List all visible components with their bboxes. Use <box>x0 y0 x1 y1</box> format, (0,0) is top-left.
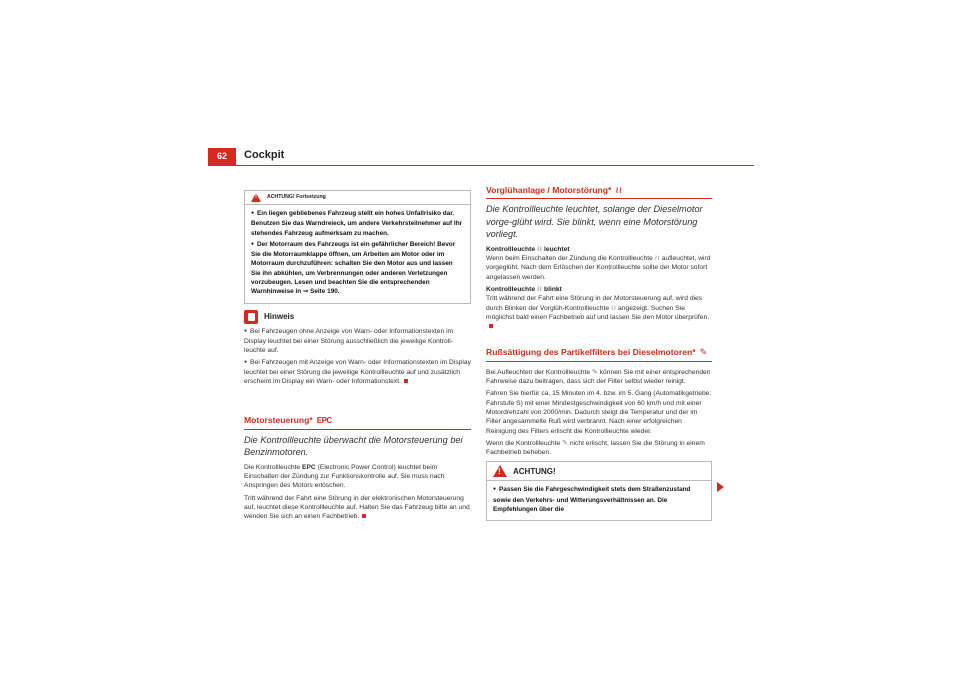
section-title-motorsteuerung <box>244 416 471 429</box>
subheading-text: blinkt <box>544 285 562 293</box>
section-title-vorgluehanlage <box>486 186 712 199</box>
paragraph-text: angezeigt. Suchen Sie möglichst bald einen Fachbetrieb auf und lassen Sie den Motor überprüfen. <box>486 304 710 321</box>
glow-plug-icon: ≀≀ <box>536 285 543 293</box>
warning-item: ● Ein liegen gebliebenes Fahrzeug stellt ein hohes Unfallrisiko dar. Benutzen Sie das Warndreieck, um andere Verkehrsteilnehmer auf Ihr stehendes Fahrzeug aufmerksam zu machen. <box>251 209 464 238</box>
note-item <box>244 358 471 387</box>
paragraph <box>486 439 712 458</box>
section-subtitle: Die Kontrollleuchte leuchtet, solange der Dieselmotor vorge-glüht wird. Sie blinkt, wenn eine Motorstörung vorliegt. <box>486 204 703 240</box>
section-end-marker <box>362 514 366 518</box>
section-title-russsaettigung <box>486 348 712 361</box>
continue-arrow-icon <box>717 482 724 492</box>
warning-item: ● Der Motorraum des Fahrzeugs ist ein gefährlicher Bereich! Bevor Sie die Motorraumklappe öffnen, um Arbeiten am Motor oder im Motorraum durchzuführen: schalten Sie den Motor aus und lassen Sie ihn abkühlen, um Verbrennungen oder anderen Verletzungen vorzubeugen. Lesen und beachten Sie die entsprechenden Warnhinweise in ⇒ Seite 190. <box>251 240 464 297</box>
paragraph-text: können Sie mit einer entsprechenden Fahrweise dazu beitragen, dass sich der Filter selbst wieder reinigt. <box>486 368 711 386</box>
glow-plug-icon: ≀≀ <box>610 304 617 312</box>
note-item: ● Bei Fahrzeugen ohne Anzeige von Warn- oder Informationstexten im Display leuchtet bei einer Störung ausschließlich die jeweilige Kontroll-leuchte auf. <box>244 327 471 356</box>
warning-box-continued <box>244 190 471 304</box>
paragraph <box>486 368 712 387</box>
section-title-text: Vorglühanlage / Motorstörung* <box>486 185 612 195</box>
warning-body <box>487 481 711 520</box>
warning-header-label: ACHTUNG! <box>513 466 556 476</box>
note-header <box>244 310 471 324</box>
note-item-text: Bei Fahrzeugen mit Anzeige von Warn- oder Informationstexten im Display leuchtet bei einer Störung die jeweilige Kontrollleuchte auf und zusätzlich erscheint im Display ein Warn- oder Informationstext. <box>244 358 471 386</box>
section-title-text: Motorsteuerung* <box>244 415 313 426</box>
warning-body <box>245 205 470 303</box>
warning-header <box>245 191 470 205</box>
particle-filter-icon: ✎ <box>562 439 568 447</box>
warning-header <box>487 462 711 481</box>
note-label: Hinweis <box>264 312 295 322</box>
subheading-text: leuchtet <box>544 245 570 253</box>
glow-plug-icon: ≀≀ <box>536 245 543 253</box>
paragraph <box>244 494 471 522</box>
page-number: 62 <box>208 148 236 165</box>
paragraph: Fahren Sie hierfür ca. 15 Minuten im 4. bzw. im 5. Gang (Automatikgetriebe: Fahrstufe S) mit einer Mindestgeschwindigkeit von 60 km/h und mit einer Motordrehzahl von 2000/min. Dadurch steigt die Temperatur und der im Filter angesammelte Ruß wird verbrannt. Nach einer erfolgreichen Reinigung des Filters erlischt die Kontrollleuchte wieder. <box>486 390 712 435</box>
note-icon <box>244 310 258 324</box>
subheading-text: Kontrollleuchte <box>486 245 536 253</box>
glow-plug-icon: ≀≀ <box>654 255 660 263</box>
warning-header-label: ACHTUNG! Fortsetzung <box>267 193 326 200</box>
paragraph-text: aufleuchtet, wird vorgeglüht. Nach dem Erlöschen der Kontrollleuchte sollte der Motor sofort angelassen werden. <box>486 255 711 281</box>
warning-box <box>486 461 712 521</box>
paragraph-text: Die Kontrollleuchte <box>244 463 301 471</box>
section-end-marker <box>404 379 408 383</box>
subheading <box>486 285 712 294</box>
warning-triangle-icon <box>493 465 507 477</box>
paragraph-text: Wenn beim Einschalten der Zündung die Kontrollleuchte <box>486 255 653 263</box>
subheading-text: Kontrollleuchte <box>486 285 536 293</box>
paragraph <box>244 463 471 491</box>
paragraph-text: Tritt während der Fahrt eine Störung in der elektronischen Motorsteuerung auf, leuchtet diese Kontrollleuchte auf. Halten Sie das Fahrzeug bitte an und wenden Sie sich an einen Fachbetrieb. <box>244 494 470 521</box>
section-end-marker <box>489 324 493 328</box>
paragraph-text: Tritt während der Fahrt eine Störung in der Motorsteuerung auf, wird dies durch Blinken der Vorglüh-Kontrollleuchte <box>486 295 703 312</box>
paragraph <box>486 254 712 282</box>
paragraph-text: nicht erlischt, lassen Sie die Störung in einem Fachbetrieb beheben. <box>486 439 705 457</box>
paragraph-text: Bei Aufleuchten der Kontrollleuchte <box>486 368 591 376</box>
particle-filter-icon: ✎ <box>591 368 598 376</box>
paragraph <box>486 294 712 331</box>
paragraph-text: (Electronic Power Control) leuchtet beim Einschalten der Zündung zur Funktionskontrolle auf. Sie muss nach Anspringen des Motors erlöschen. <box>244 463 445 490</box>
section-subtitle: Die Kontrollleuchte überwacht die Motorsteuerung bei Benzinmotoren. <box>244 434 463 458</box>
header-divider <box>208 165 754 166</box>
glow-plug-icon: ≀≀ <box>615 185 623 195</box>
subheading <box>486 245 712 254</box>
page-title: Cockpit <box>244 149 285 161</box>
warning-triangle-icon <box>251 193 261 202</box>
right-column <box>486 186 712 527</box>
epc-inline-icon: EPC <box>302 463 316 471</box>
particle-filter-icon: ✎ <box>699 347 708 358</box>
left-column <box>244 190 471 525</box>
paragraph-text: Wenn die Kontrollleuchte <box>486 439 561 447</box>
section-title-text: Rußsättigung des Partikelfilters bei Dieselmotoren* <box>486 347 696 358</box>
epc-icon: EPC <box>316 416 332 426</box>
warning-item: ● Passen Sie die Fahrgeschwindigkeit stets dem Straßenzustand sowie den Verkehrs- und Witterungsverhältnissen an. Die Empfehlungen über die <box>493 485 705 514</box>
